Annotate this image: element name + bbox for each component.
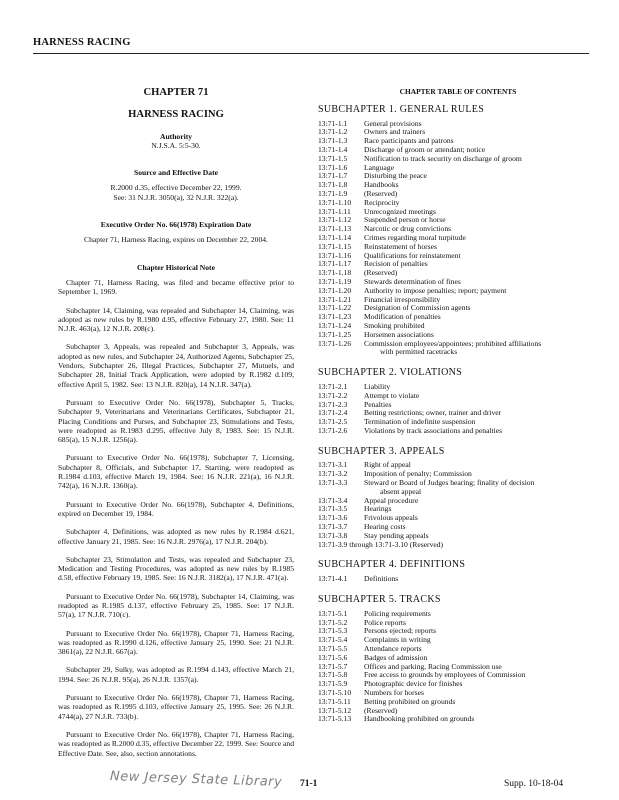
history-heading: Chapter Historical Note — [137, 262, 215, 272]
subchapter-heading: SUBCHAPTER 2. VIOLATIONS — [318, 367, 462, 379]
toc-entry — [318, 199, 598, 208]
section-number: 13:71-1.23 — [318, 312, 352, 322]
history-paragraph: Subchapter 3, Appeals, was repealed and Subchapter 3, Appeals, was adopted as new rules, and Subchapter 24, Authorized Agents, Subchapter 25, Vendors, Subchapter 26, Illegal Practices, Subchapter 27, Mutuels, and Subchapter 28, Initial Track Application, were adopted by R.1982 d.109, effective April 5, 1982. See: 13 N.J.R. 820(a), 14 N.J.R. 347(a). — [58, 342, 294, 389]
section-title: Numbers for horses — [364, 688, 424, 698]
section-title-wrap — [364, 181, 598, 190]
section-title: Suspended person or horse — [364, 215, 446, 225]
section-title-wrap — [364, 427, 598, 436]
toc-entry — [318, 541, 598, 550]
chapter-intro-column — [58, 88, 294, 767]
section-title: Financial irresponsibility — [364, 294, 441, 304]
section-title: Offices and parking, Racing Commission use — [364, 661, 502, 671]
toc-entry — [318, 172, 598, 181]
section-title: Policing requirements — [364, 608, 431, 618]
section-number: 13:71-5.7 — [318, 661, 348, 671]
section-title-wrap — [364, 340, 598, 358]
section-number: 13:71-1.26 — [318, 338, 352, 348]
running-head: HARNESS RACING — [33, 37, 131, 48]
header-rule — [33, 53, 589, 54]
section-title-wrap — [364, 392, 598, 401]
section-title: Handbooks — [364, 180, 399, 190]
toc-entry — [318, 715, 598, 724]
toc-entry — [318, 392, 598, 401]
section-number: 13:71-1.21 — [318, 294, 352, 304]
toc-entry — [318, 645, 598, 654]
supplement-date: Supp. 10-18-04 — [504, 779, 564, 789]
section-title: Badges of admission — [364, 652, 428, 662]
toc-entry — [318, 627, 598, 636]
section-title: Free access to grounds by employees of Commission — [364, 670, 526, 680]
section-number: 13:71-1.7 — [318, 171, 348, 181]
section-number: 13:71-1.2 — [318, 127, 348, 137]
section-title: Stewards determination of fines — [364, 276, 461, 286]
section-number: 13:71-1.17 — [318, 259, 352, 269]
section-number: 13:71-5.13 — [318, 714, 352, 724]
history-paragraph: Pursuant to Executive Order No. 66(1978), Subchapter 7, Licensing, Subchapter 8, Officials, and Subchapter 17, Starting, were readopted as R.1984 d.103, effective March 19, 1984. See: 16 N.J.R. 221(a), 16 N.J.R. 742(a), 16 N.J.R. 1360(a). — [58, 453, 294, 491]
section-title-continuation: with permitted racetracks — [380, 347, 458, 357]
section-number: 13:71-1.12 — [318, 215, 352, 225]
section-number: 13:71-1.13 — [318, 224, 352, 234]
section-number: 13:71-1.24 — [318, 320, 352, 330]
toc-entry — [318, 523, 598, 532]
section-number: 13:71-1.3 — [318, 136, 348, 146]
section-title: Crimes regarding moral turpitude — [364, 232, 466, 242]
toc-entry — [318, 322, 598, 331]
section-title: Disturbing the peace — [364, 171, 427, 181]
section-number: 13:71-2.1 — [318, 381, 348, 391]
section-title-continuation: absent appeal — [380, 486, 422, 496]
history-paragraph: Pursuant to Executive Order No. 66(1978), Chapter 71, Harness Racing, was readopted as R.1990 d.126, effective January 25, 1990. See: 21 N.J.R. 3861(a), 22 N.J.R. 667(a). — [58, 628, 294, 657]
toc-title: CHAPTER TABLE OF CONTENTS — [399, 87, 517, 96]
section-number: 13:71-1.14 — [318, 232, 352, 242]
section-title: Reciprocity — [364, 197, 400, 207]
section-title: Modification of penalties — [364, 312, 441, 322]
section-number: 13:71-5.9 — [318, 679, 348, 689]
section-title: Imposition of penalty; Commission — [364, 469, 472, 479]
section-number: 13:71-1.8 — [318, 180, 348, 190]
section-title-wrap — [364, 172, 598, 181]
toc-entry — [318, 689, 598, 698]
section-title: Complaints in writing — [364, 635, 431, 645]
history-paragraph: Subchapter 29, Sulky, was adopted as R.1994 d.143, effective March 21, 1994. See: 26 N.J.R. 95(a), 26 N.J.R. 1357(a). — [58, 665, 294, 684]
toc-entry — [318, 636, 598, 645]
toc-entry — [318, 287, 598, 296]
section-number: 13:71-2.2 — [318, 390, 348, 400]
section-number: 13:71-2.3 — [318, 399, 348, 409]
section-title: Definitions — [364, 574, 399, 584]
section-title-wrap — [318, 541, 598, 550]
section-title-wrap — [364, 260, 598, 269]
toc-entry — [318, 304, 598, 313]
section-title: (Reserved) — [364, 188, 398, 198]
eo-text: Chapter 71, Harness Racing, expires on December 22, 2004. — [84, 235, 268, 245]
section-number: 13:71-1.25 — [318, 329, 352, 339]
section-number: 13:71-4.1 — [318, 574, 348, 584]
toc-entry — [318, 128, 598, 137]
section-number: 13:71-5.4 — [318, 635, 348, 645]
source-line-1: R.2000 d.35, effective December 22, 1999. — [110, 183, 242, 193]
section-number: 13:71-2.5 — [318, 417, 348, 427]
toc-entry — [318, 698, 598, 707]
toc-entry — [318, 155, 598, 164]
toc-entry — [318, 505, 598, 514]
section-title: Discharge of groom or attendant; notice — [364, 144, 486, 154]
section-title: Hearing costs — [364, 522, 406, 532]
section-number: 13:71-1.10 — [318, 197, 352, 207]
subchapter-heading: SUBCHAPTER 3. APPEALS — [318, 445, 445, 457]
section-title-wrap — [364, 479, 598, 497]
toc-entry — [318, 260, 598, 269]
toc-entry — [318, 234, 598, 243]
toc-entry — [318, 181, 598, 190]
section-title: Attendance reports — [364, 644, 422, 654]
toc-entry — [318, 208, 598, 217]
toc-entry — [318, 575, 598, 584]
toc-entry — [318, 479, 598, 497]
library-stamp: New Jersey State Library — [109, 768, 283, 791]
section-number: 13:71-3.5 — [318, 504, 348, 514]
section-number: 13:71-5.12 — [318, 705, 352, 715]
section-title-wrap — [364, 698, 598, 707]
section-number: 13:71-1.18 — [318, 268, 352, 278]
toc-entry — [318, 680, 598, 689]
history-notes — [58, 278, 294, 758]
toc-entry — [318, 164, 598, 173]
section-number: 13:71-3.8 — [318, 530, 348, 540]
section-title: Steward or Board of Judges hearing; finality of decision — [364, 478, 535, 488]
section-number: 13:71-5.2 — [318, 617, 348, 627]
section-number: 13:71-3.1 — [318, 460, 348, 470]
toc-entry — [318, 497, 598, 506]
toc-entry — [318, 514, 598, 523]
section-number: 13:71-3.4 — [318, 495, 348, 505]
section-title: Recision of penalties — [364, 259, 428, 269]
section-title: Right of appeal — [364, 460, 411, 470]
toc-entry — [318, 383, 598, 392]
section-number: 13:71-3.3 — [318, 478, 348, 488]
history-paragraph: Pursuant to Executive Order No. 66(1978), Subchapter 14, Claiming, was readopted as R.1985 d.137, effective February 25, 1985. See: 17 N.J.R. 57(a), 17 N.J.R. 710(c). — [58, 591, 294, 620]
section-number: 13:71-5.8 — [318, 670, 348, 680]
section-number: 13:71-1.1 — [318, 118, 348, 128]
authority-text: N.J.S.A. 5:5-30. — [151, 140, 201, 150]
section-title: Penalties — [364, 399, 392, 409]
section-title: Smoking prohibited — [364, 320, 425, 330]
toc-entry — [318, 216, 598, 225]
history-paragraph: Subchapter 4, Definitions, was adopted as new rules by R.1984 d.621, effective January 21, 1985. See: 16 N.J.R. 2976(a), 17 N.J.R. 204(b). — [58, 527, 294, 546]
section-title: (Reserved) — [364, 268, 398, 278]
section-title: Narcotic or drug convictions — [364, 224, 452, 234]
section-title: Qualifications for reinstatement — [364, 250, 461, 260]
toc-entry — [318, 252, 598, 261]
toc-entry — [318, 340, 598, 358]
section-title: Language — [364, 162, 394, 172]
section-number: 13:71-1.19 — [318, 276, 352, 286]
history-paragraph: Pursuant to Executive Order No. 66(1978), Subchapter 4, Definitions, expired on December 19, 1984. — [58, 499, 294, 518]
section-number: 13:71-5.1 — [318, 608, 348, 618]
section-title: Hearings — [364, 504, 392, 514]
section-title: (Reserved) — [364, 705, 398, 715]
chapter-title: HARNESS RACING — [128, 109, 224, 121]
authority-heading: Authority — [159, 131, 193, 141]
section-title: Stay pending appeals — [364, 530, 429, 540]
page-number: 71-1 — [300, 779, 318, 789]
subchapter-heading: SUBCHAPTER 1. GENERAL RULES — [318, 103, 485, 115]
section-title: Police reports — [364, 617, 406, 627]
section-title-wrap — [364, 155, 598, 164]
history-paragraph: Pursuant to Executive Order No. 66(1978), Chapter 71, Harness Racing, was readopted as R.1995 d.103, effective January 25, 1995. See: 26 N.J.R. 4744(a), 27 N.J.R. 733(b). — [58, 693, 294, 721]
section-title: Reinstatement of horses — [364, 241, 437, 251]
section-number: 13:71-1.4 — [318, 144, 348, 154]
section-title-wrap — [364, 575, 598, 584]
section-number: 13:71-1.16 — [318, 250, 352, 260]
section-title: Betting restrictions; owner, trainer and driver — [364, 408, 502, 418]
section-title: General provisions — [364, 118, 422, 128]
section-title-wrap — [364, 497, 598, 506]
toc-entry — [318, 610, 598, 619]
section-number: 13:71-3.7 — [318, 522, 348, 532]
section-title: Termination of indefinite suspension — [364, 417, 476, 427]
section-number: 13:71-1.5 — [318, 153, 348, 163]
section-title: Betting prohibited on grounds — [364, 696, 456, 706]
section-title: Horsemen associations — [364, 329, 434, 339]
section-number: 13:71-5.10 — [318, 688, 352, 698]
table-of-contents — [318, 88, 598, 724]
section-number: 13:71-1.6 — [318, 162, 348, 172]
section-title: Handbooking prohibited on grounds — [364, 714, 475, 724]
section-title: 13:71-3.9 through 13:71-3.10 (Reserved) — [318, 539, 444, 549]
section-number: 13:71-3.6 — [318, 513, 348, 523]
history-paragraph: Subchapter 14, Claiming, was repealed and Subchapter 14, Claiming, was adopted as new rules by R.1980 d.95, effective February 27, 1980. See: 11 N.J.R. 463(a), 12 N.J.R. 208(c). — [58, 305, 294, 334]
section-title: Unrecognized meetings — [364, 206, 436, 216]
section-number: 13:71-5.11 — [318, 696, 351, 706]
section-title: Frivolous appeals — [364, 513, 418, 523]
section-number: 13:71-2.4 — [318, 408, 348, 418]
history-paragraph: Pursuant to Executive Order No. 66(1978), Subchapter 5, Tracks, Subchapter 9, Veterinarians and Veterinarians Certificates, Subchapter 21, Placing Conditions and Purses, and Subchapter 23, Stimulations and Tests, were readopted as R.1983 d.295, effective July 8, 1983. See: 15 N.J.R. 685(a), 15 N.J.R. 1256(a). — [58, 397, 294, 445]
toc-entry — [318, 120, 598, 129]
history-paragraph: Chapter 71, Harness Racing, was filed and became effective prior to September 1, 1969. — [58, 277, 294, 297]
history-paragraph: Pursuant to Executive Order No. 66(1978), Chapter 71, Harness Racing, was readopted as R.2000 d.35, effective December 22, 1999. See: Source and Effective Date. See, also, section annotations. — [58, 729, 294, 758]
section-title: Photographic device for finishes — [364, 679, 463, 689]
toc-entry — [318, 619, 598, 628]
section-number: 13:71-2.6 — [318, 425, 348, 435]
section-number: 13:71-1.20 — [318, 285, 352, 295]
section-title: Commission employees/appointees; prohibited affiliations — [364, 338, 542, 348]
section-number: 13:71-5.3 — [318, 626, 348, 636]
section-number: 13:71-1.15 — [318, 241, 352, 251]
subchapter-heading: SUBCHAPTER 5. TRACKS — [318, 594, 441, 606]
section-title-wrap — [364, 715, 598, 724]
section-title: Violations by track associations and penalties — [364, 425, 503, 435]
source-line-2: See: 31 N.J.R. 3050(a), 32 N.J.R. 322(a). — [113, 192, 239, 202]
section-title: Attempt to violate — [364, 390, 420, 400]
source-heading: Source and Effective Date — [133, 168, 218, 178]
section-number: 13:71-1.22 — [318, 303, 352, 313]
section-title: Designation of Commission agents — [364, 303, 471, 313]
section-number: 13:71-3.2 — [318, 469, 348, 479]
section-title: Race participants and patrons — [364, 136, 454, 146]
eo-heading: Executive Order No. 66(1978) Expiration Date — [100, 220, 252, 230]
subchapter-heading: SUBCHAPTER 4. DEFINITIONS — [318, 559, 466, 571]
toc-entry — [318, 313, 598, 322]
toc-body — [318, 103, 598, 724]
section-title: Owners and trainers — [364, 127, 426, 137]
section-number: 13:71-5.5 — [318, 644, 348, 654]
chapter-number: CHAPTER 71 — [143, 87, 209, 98]
section-title: Authority to impose penalties; report; payment — [364, 285, 507, 295]
section-title: Notification to track security on discharge of groom — [364, 153, 522, 163]
toc-entry — [318, 190, 598, 199]
section-title: Persons ejected; reports — [364, 626, 437, 636]
history-paragraph: Subchapter 23, Stimulation and Tests, was repealed and Subchapter 23, Medication and Testing Procedures, was adopted as new rules by R.1985 d.58, effective February 19, 1985. See: 16 N.J.R. 3182(a), 17 N.J.R. 471(a). — [58, 554, 294, 583]
section-number: 13:71-1.11 — [318, 206, 351, 216]
toc-entry — [318, 427, 598, 436]
section-title: Liability — [364, 381, 391, 391]
section-number: 13:71-1.9 — [318, 188, 348, 198]
section-title: Appeal procedure — [364, 495, 419, 505]
section-number: 13:71-5.6 — [318, 652, 348, 662]
